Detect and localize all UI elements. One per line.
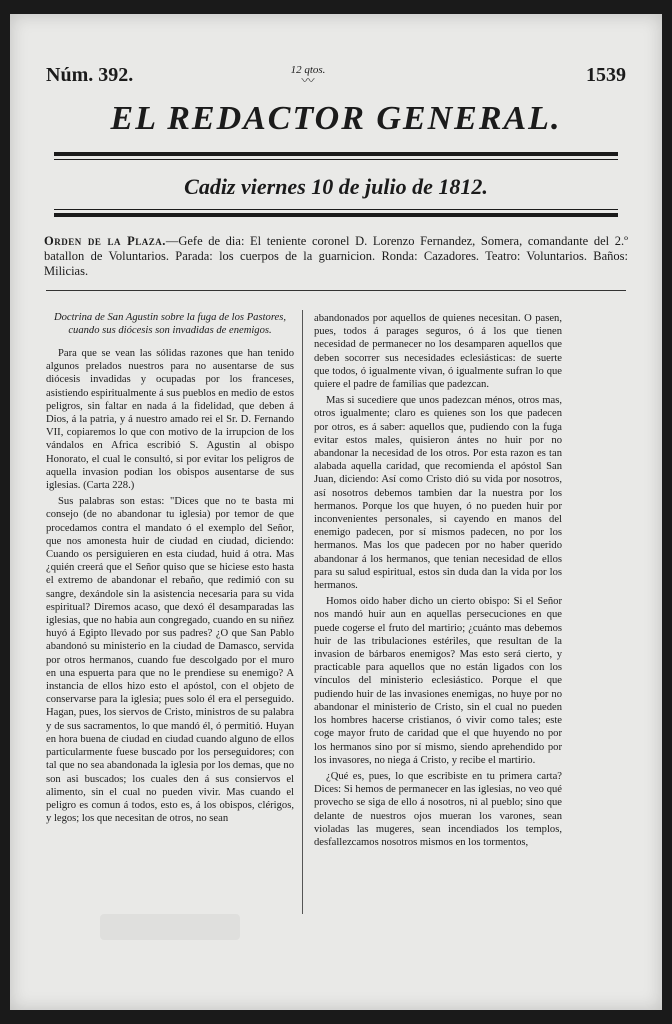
title-rule	[54, 152, 618, 156]
article-paragraph: ¿Qué es, pues, lo que escribiste en tu primera carta? Dices: Si hemos de permanecer en las iglesias, no veo qué provecho se siga de ello á nosotros, ni al pueblo; sino que delante de nuestros ojos mueran los varones, sean violadas las mugeres, sean incendiados los templos, desfallezcamos nosotros mismos en los tormentos,	[314, 770, 562, 848]
newspaper-page	[10, 14, 662, 1010]
article-paragraph: abandonados por aquellos de quienes necesitan. O pasen, pues, todos á parages seguros, ó á los que tienen necesidad de permanecer no los desamparen aquellos que deben socorrer sus necesidades eclesiásticas: de suerte que todos, ó igualmente vivan, ó igualmente sufran lo que quiere el padre de familias que padezcan.	[314, 313, 562, 391]
title-rule-thin	[54, 159, 618, 160]
article-title: Doctrina de San Agustin sobre la fuga de los Pastores, cuando sus diócesis son invadidas de enemigos.	[53, 312, 287, 336]
date-rule-thin	[54, 209, 618, 210]
ornament-icon: 〰	[301, 73, 315, 88]
article-paragraph: Sus palabras son estas: "Dices que no te basta mi consejo (de no abandonar tu iglesia) por temor de que procedamos contra el mandato ó el exemplo del Señor, que nos amonesta huir de ciudad en ciudad, diciendo: Cuando os persiguieren en esta ciudad, huid á otra. Mas ¿quién creerá que el Señor quiso que se hiciese esto hasta el extremo de abandonar el rebaño, que redimió con su sangre, dexándole sin la asistencia necesaria para su vida espiritual? Diremos acaso, que dexó él desamparadas las iglesias, que no habia aun congregado, cuando en su niñez huyó á Egipto llevado por sus padres? ¿O que San Pablo abandonó su ministerio en la ciudad de Damasco, servida por otros hermanos, cuando fue descolgado por el muro en una espuerta para que no le prendiese su enemigo? A instancia de ellos hizo esto el apóstol, con el objeto de conservarse para la iglesia; pues solo él era el perseguido. Hagan, pues, los siervos de Cristo, ministros de su palabra y de sus sacramentos, lo que mandó él, ó permitió. Huyan en hora buena de ciudad en ciudad cuando alguno de ellos particularmente fuese buscado por los perseguidores; con tal que no sea abandonada la iglesia por los demas, que no son asi buscados; los cuales den á sus consiervos el alimento, sin el cual no pueden vivir. Mas cuando el peligro es comun á todos, esto es, á los obispos, clérigos, y legos; los que necesitan de otros, no sean	[46, 496, 294, 825]
column-divider	[302, 310, 303, 914]
right-column	[314, 312, 562, 852]
left-column	[46, 312, 294, 828]
paper-smudge	[100, 914, 240, 940]
issue-number: Núm. 392.	[46, 64, 134, 86]
orden-de-la-plaza	[44, 234, 628, 279]
dateline: Cadiz viernes 10 de julio de 1812.	[184, 174, 488, 199]
page-number: 1539	[586, 64, 626, 86]
article-paragraph: Mas si sucediere que unos padezcan ménos, otros mas, otros igualmente; claro es quienes son los que padecen por otros, es á saber: aquellos que, pudiendo con la fuga evitar estos males, quisieron ántes no huir por no abandonar la necesidad de los otros. Por esta razon es tan alabada aquella caridad, que recomienda el apóstol San Juan, diciendo: Así como Cristo dió su vida por nosotros, así nosotros debemos tambien dar la nuestra por los hermanos. Porque los que huyen, ó no pueden huir por inconvenientes personales, si cayendo en manos del enemigo padecen, por sí mismos padecen, no por los hermanos. Mas los que padecen por no haber querido abandonar á los hermanos, que tenian necesidad de ellos para su salud espiritual, estos sin duda dan la vida por los hermanos.	[314, 395, 562, 592]
article-paragraph: Para que se vean las sólidas razones que han tenido algunos prelados nuestros para no ausentarse de sus diócesis invadidas y ocupadas por los franceses, asistiendo espiritualmente á sus pueblos en medio de estos peligros, sin faltar en nada á la fidelidad, que deben á Dios, á la patria, y á nuestro amado rei el Sr. D. Fernando VII, copiaremos lo que con motivo de la irrupcion de los vándalos en Africa escribió S. Agustin al obispo Honorato, el cual le consultó, si por evitar los peligros de aquella invasion podian los obispos ausentarse de sus iglesias. (Carta 228.)	[46, 348, 294, 492]
price: 12 qtos.	[290, 64, 326, 76]
section-divider	[46, 290, 626, 291]
orden-heading: Orden de la Plaza.	[44, 234, 166, 248]
article-paragraph: Homos oido haber dicho un cierto obispo: Si el Señor nos mandó huir aun en aquellas persecuciones en que puede cogerse el fruto del martirio; ¿cuánto mas debemos huir de las tribulaciones estériles, que resultan de la invasion de bárbaros enemigos? Mas esto será cierto, y practicable para aquellos que no están ligados con los vínculos del ministerio eclesiástico. Porque el que pudiendo huir de las invasiones enemigas, no huye por no abandonar el ministerio de Cristo, sin el cual no pueden los hombres hacerse cristianos, ó vivir como tales; este coge mayor fruto de caridad que el que huyendo no por los hermanos sino por sí mismo, siendo aprehendido por los invasores, no niega á Cristo, y recibe el martirio.	[314, 596, 562, 766]
orden-text: —Gefe de dia: El teniente coronel D. Lorenzo Fernandez, Somera, comandante del 2.º batallon de Voluntarios. Parada: los cuerpos de la guarnicion. Ronda: Cazadores. Teatro: Voluntarios. Baños: Milicias.	[44, 234, 628, 278]
date-rule	[54, 213, 618, 217]
masthead-top-line	[46, 64, 626, 94]
newspaper-title: EL REDACTOR GENERAL.	[110, 100, 562, 137]
